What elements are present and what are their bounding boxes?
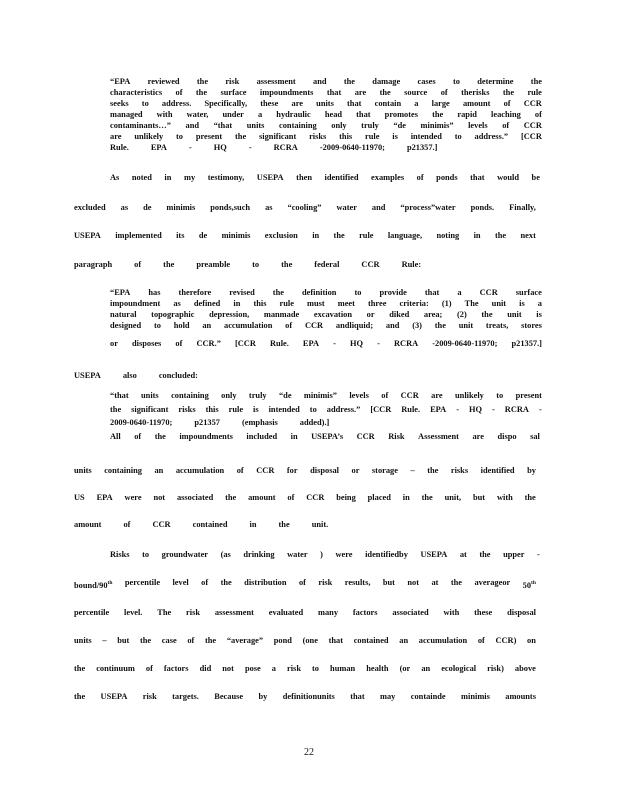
text-line: natural topographic depression, manmade excavation or diked area; (2) the unit is [110,310,542,319]
text-line: USEPA implemented its de minimis exclusion in the rule language, noting in the next [74,231,536,240]
text-line: “that units containing only truly “de minimis” levels of CCR are unlikely to present [110,391,542,400]
text-line: paragraph of the preamble to the federal CCR Rule: [74,260,422,269]
text-line: the USEPA risk targets. Because by definitionunits that may containde minimis amounts [74,692,536,701]
text-line: bound/90th percentile level of the distribution of risk results, but not at the averageor 50th [74,578,536,590]
text-line: seeks to address. Specifically, these are units that contain a large amount of CCR [110,99,542,108]
text-line: 2009-0640-11970; p21357 (emphasis added).] [110,418,330,427]
text-line: All of the impoundments included in USEPA’s CCR Risk Assessment are dispo sal [110,432,540,441]
text-line: impoundment as defined in this rule must meet three criteria: (1) The unit is a [110,299,542,308]
page-number: 22 [304,747,314,758]
text-line: are unlikely to present the significant risks this rule is intended to address.” [CCR [110,132,542,141]
text-line: As noted in my testimony, USEPA then identified examples of ponds that would be [110,173,540,182]
text-line: excluded as de minimis ponds,such as “cooling” water and “process”water ponds. Finally, [74,203,536,212]
text-line: contaminants…” and “that units containing only truly “de minimis” levels of CCR [110,121,542,130]
text-line: characteristics of the surface impoundments that are the source of therisks the rule [110,88,542,97]
text-line: designed to hold an accumulation of CCR andliquid; and (3) the unit treats, stores [110,321,542,330]
text-line: USEPA also concluded: [74,371,198,380]
text-line: “EPA reviewed the risk assessment and the damage cases to determine the [110,77,542,86]
text-line: percentile level. The risk assessment evaluated many factors associated with these disposal [74,608,536,617]
text-line: or disposes of CCR.” [CCR Rule. EPA - HQ - RCRA -2009-0640-11970; p21357.] [110,339,542,348]
text-line: the continuum of factors did not pose a risk to human health (or an ecological risk) above [74,664,536,673]
text-line: managed with water, under a hydraulic head that promotes the rapid leaching of [110,110,542,119]
text-line: Risks to groundwater (as drinking water ) were identifiedby USEPA at the upper - [110,550,540,559]
text-line: the significant risks this rule is intended to address.” [CCR Rule. EPA - HQ - RCRA - [110,405,542,414]
text-line: “EPA has therefore revised the definition to provide that a CCR surface [110,288,542,297]
text-line: US EPA were not associated the amount of CCR being placed in the unit, but with the [74,493,536,502]
text-line: units – but the case of the “average” pond (one that contained an accumulation of CCR) on [74,636,536,645]
text-line: Rule. EPA - HQ - RCRA -2009-0640-11970; p21357.] [110,143,438,152]
text-line: amount of CCR contained in the unit. [74,520,329,529]
text-line: units containing an accumulation of CCR for disposal or storage – the risks identified by [74,466,536,475]
